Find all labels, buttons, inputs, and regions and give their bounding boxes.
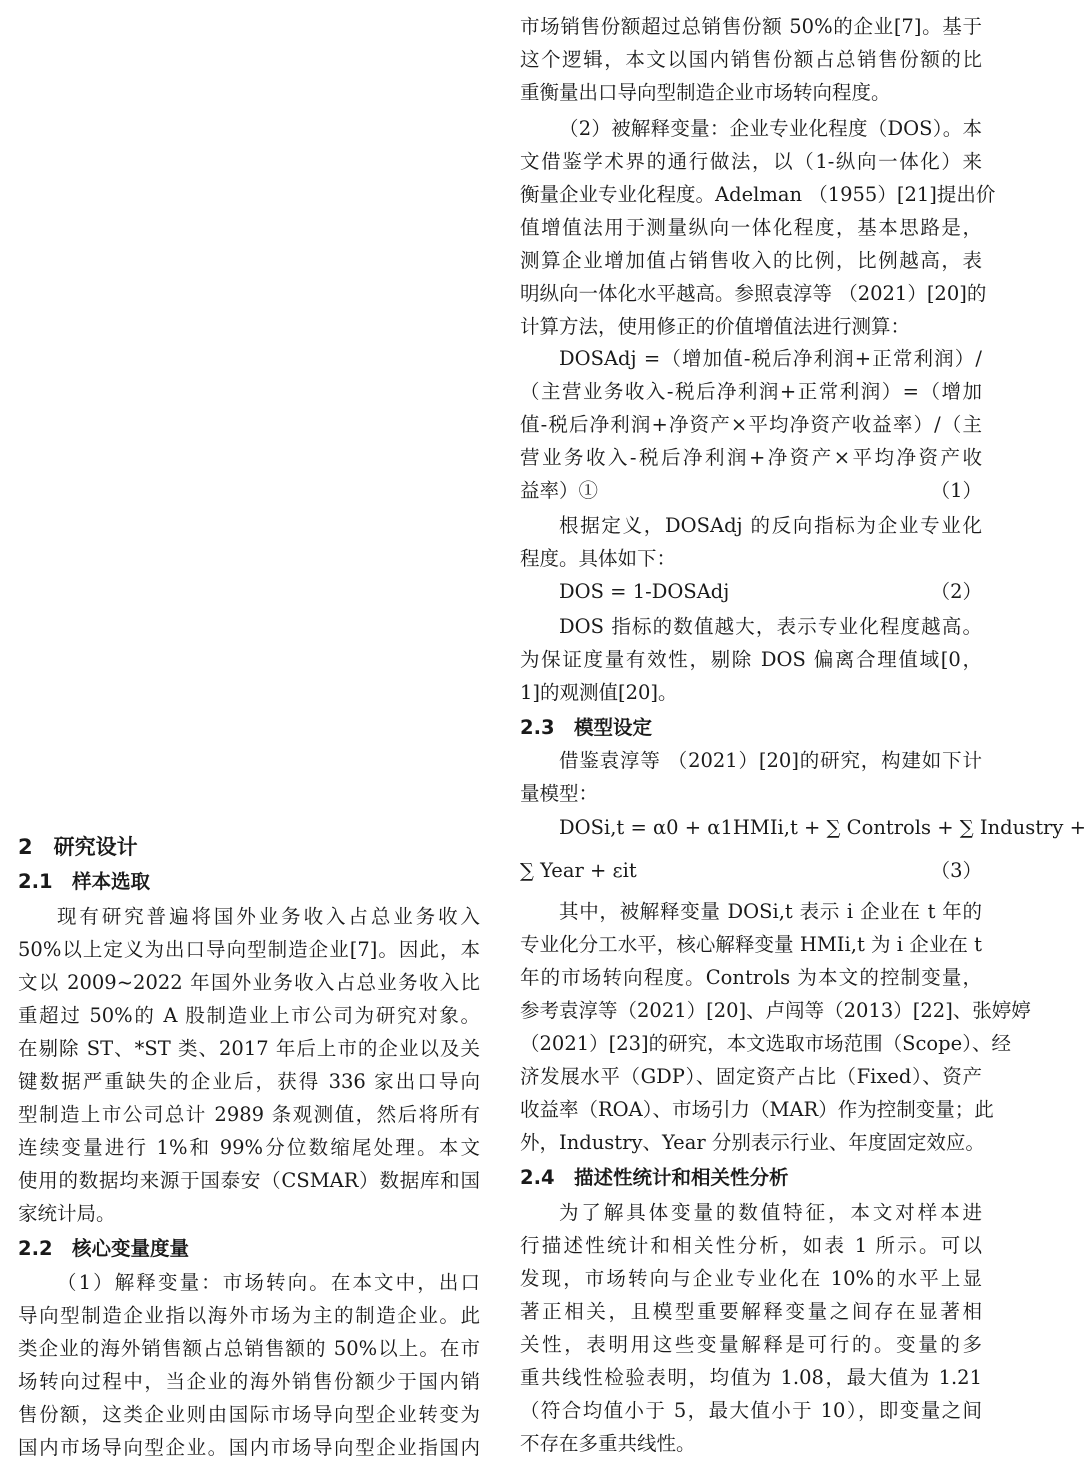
line-text: 济发展水平（GDP）、固定资产占比（Fixed）、资产: [520, 1065, 982, 1088]
text-line: [520, 1028, 1011, 1060]
text-line: [520, 1127, 985, 1159]
line-text: 专业化分工水平，核心解释变量 HMIi,t 为 i 企业在 t: [520, 933, 982, 956]
line-text: 国内市场导向型企业。国内市场导向型企业指国内: [18, 1436, 480, 1459]
line-text: 家统计局。: [18, 1202, 116, 1225]
line-text: 年的市场转向程度。Controls 为本文的控制变量，: [520, 966, 982, 989]
line-text: （2）被解释变量：企业专业化程度（DOS）。本: [559, 117, 982, 140]
line-text: 重共线性检验表明，均值为 1.08，最大值为 1.21: [520, 1366, 982, 1389]
line-text: 文以 2009~2022 年国外业务收入占总业务收入比: [18, 971, 480, 994]
text-line: [18, 1267, 480, 1299]
text-line: [18, 1366, 480, 1398]
line-text: 量模型：: [520, 782, 599, 805]
text-line: [520, 543, 982, 575]
section-heading: [18, 866, 480, 898]
text-line: [520, 442, 982, 474]
line-text: 导向型制造企业指以海外市场为主的制造企业。此: [18, 1304, 480, 1327]
text-line: [520, 245, 982, 277]
text-line: [520, 1296, 982, 1328]
line-text: 借鉴袁淳等 （2021）[20]的研究，构建如下计: [559, 749, 982, 772]
text-line: [520, 77, 982, 109]
text-line: [520, 611, 982, 643]
text-line: [520, 745, 982, 777]
text-line: [520, 44, 982, 76]
text-line: [18, 1099, 480, 1131]
line-text: 营业务收入-税后净利润+净资产×平均净资产收: [520, 446, 982, 469]
line-text: 程度。具体如下：: [520, 547, 677, 570]
section-heading: [18, 831, 480, 863]
text-line: [520, 1329, 982, 1361]
text-line: [520, 855, 982, 887]
line-text: 为了解具体变量的数值特征，本文对样本进: [559, 1201, 982, 1224]
text-line: [520, 212, 982, 244]
line-text: 外，Industry、Year 分别表示行业、年度固定效应。: [520, 1131, 985, 1154]
equation-number: （3）: [930, 859, 982, 882]
line-text: 为保证度量有效性，剔除 DOS 偏离合理值域[0，: [520, 648, 982, 671]
line-text: 行描述性统计和相关性分析，如表 1 所示。可以: [520, 1234, 982, 1257]
line-text: （主营业务收入-税后净利润+正常利润）=（增加: [520, 380, 982, 403]
line-text: （1）解释变量：市场转向。在本文中，出口: [57, 1271, 480, 1294]
text-line: [18, 901, 480, 933]
line-text: 值增值法用于测量纵向一体化程度，基本思路是，: [520, 216, 982, 239]
line-text: DOSAdj =（增加值-税后净利润+正常利润）/: [559, 347, 982, 370]
section-heading: [18, 1233, 480, 1265]
text-line: [520, 995, 1031, 1027]
line-text: 使用的数据均来源于国泰安（CSMAR）数据库和国: [18, 1169, 480, 1192]
text-line: [520, 179, 996, 211]
text-line: [520, 1061, 982, 1093]
line-text: 重衡量出口导向型制造企业市场转向程度。: [520, 81, 891, 104]
line-text: 衡量企业专业化程度。Adelman （1955）[21]提出价: [520, 183, 996, 206]
text-line: [520, 1428, 982, 1460]
line-text: 1]的观测值[20]。: [520, 681, 678, 704]
line-text: 键数据严重缺失的企业后，获得 336 家出口导向: [18, 1070, 480, 1093]
text-line: [520, 113, 982, 145]
line-text: 这个逻辑，本文以国内销售份额占总销售份额的比: [520, 48, 982, 71]
text-line: [18, 1066, 480, 1098]
text-line: [520, 1362, 982, 1394]
text-line: [520, 311, 982, 343]
line-text: （符合均值小于 5，最大值小于 10），即变量之间: [520, 1399, 982, 1422]
line-text: 根据定义，DOSAdj 的反向指标为企业专业化: [559, 514, 982, 537]
text-line: [520, 576, 982, 608]
line-text: DOSi,t = α0 + α1HMIi,t + ∑ Controls + ∑ Industry +: [559, 816, 1086, 839]
text-line: [520, 778, 982, 810]
text-line: [520, 343, 982, 375]
line-text: 连续变量进行 1%和 99%分位数缩尾处理。本文: [18, 1136, 480, 1159]
text-line: [520, 475, 982, 507]
line-text: 参考袁淳等（2021）[20]、卢闯等（2013）[22]、张婷婷: [520, 999, 1031, 1022]
text-line: [520, 1094, 994, 1126]
line-text: 发现，市场转向与企业专业化在 10%的水平上显: [520, 1267, 982, 1290]
text-line: [18, 1000, 480, 1032]
text-line: [520, 146, 982, 178]
line-text: 重超过 50%的 A 股制造业上市公司为研究对象。: [18, 1004, 480, 1027]
text-line: [520, 962, 982, 994]
text-line: [18, 1300, 480, 1332]
line-text: 益率）①: [520, 479, 599, 502]
line-text: 50%以上定义为出口导向型制造企业[7]。因此，本: [18, 938, 480, 961]
line-text: ∑ Year + εit: [520, 859, 637, 882]
line-text: 售份额，这类企业则由国际市场导向型企业转变为: [18, 1403, 480, 1426]
text-line: [18, 1132, 480, 1164]
text-line: [520, 1197, 982, 1229]
text-line: [18, 1399, 480, 1431]
section-heading: [520, 712, 982, 744]
line-text: 型制造上市公司总计 2989 条观测值，然后将所有: [18, 1103, 480, 1126]
text-line: [520, 409, 982, 441]
line-text: 值-税后净利润+净资产×平均净资产收益率）/（主: [520, 413, 982, 436]
line-text: 文借鉴学术界的通行做法，以（1-纵向一体化）来: [520, 150, 982, 173]
line-text: 在剔除 ST、*ST 类、2017 年后上市的企业以及关: [18, 1037, 480, 1060]
line-text: 收益率（ROA）、市场引力（MAR）作为控制变量；此: [520, 1098, 994, 1121]
line-text: 2 研究设计: [18, 835, 138, 859]
text-line: [520, 1230, 982, 1262]
section-heading: [520, 1162, 982, 1194]
line-text: 著正相关，且模型重要解释变量之间存在显著相: [520, 1300, 982, 1323]
line-text: 不存在多重共线性。: [520, 1432, 696, 1455]
line-text: 场转向过程中，当企业的海外销售份额少于国内销: [18, 1370, 480, 1393]
text-line: [520, 376, 982, 408]
line-text: 2.3 模型设定: [520, 716, 653, 739]
line-text: 测算企业增加值占销售收入的比例，比例越高，表: [520, 249, 982, 272]
text-line: [18, 1033, 480, 1065]
line-text: DOS = 1-DOSAdj: [559, 580, 730, 603]
line-text: 现有研究普遍将国外业务收入占总业务收入: [57, 905, 480, 928]
line-text: DOS 指标的数值越大，表示专业化程度越高。: [559, 615, 982, 638]
line-text: 明纵向一体化水平越高。参照袁淳等 （2021）[20]的: [520, 282, 987, 305]
text-line: [520, 11, 982, 43]
line-text: 2.1 样本选取: [18, 870, 151, 893]
text-line: [520, 677, 982, 709]
equation-number: （1）: [930, 479, 982, 502]
text-line: [18, 1333, 480, 1365]
text-line: [18, 1432, 480, 1464]
line-text: 市场销售份额超过总销售份额 50%的企业[7]。基于: [520, 15, 982, 38]
text-line: [18, 1165, 480, 1197]
line-text: （2021）[23]的研究，本文选取市场范围（Scope）、经: [520, 1032, 1011, 1055]
line-text: 类企业的海外销售额占总销售额的 50%以上。在市: [18, 1337, 480, 1360]
line-text: 2.4 描述性统计和相关性分析: [520, 1166, 789, 1189]
text-line: [520, 644, 982, 676]
line-text: 关性，表明用这些变量解释是可行的。变量的多: [520, 1333, 982, 1356]
text-line: [520, 278, 987, 310]
text-line: [520, 1395, 982, 1427]
text-line: [520, 510, 982, 542]
equation-number: （2）: [930, 580, 982, 603]
text-line: [18, 934, 480, 966]
text-line: [18, 967, 480, 999]
line-text: 2.2 核心变量度量: [18, 1237, 190, 1260]
line-text: 计算方法，使用修正的价值增值法进行测算：: [520, 315, 911, 338]
text-line: [520, 1263, 982, 1295]
text-line: [520, 929, 982, 961]
line-text: 其中，被解释变量 DOSi,t 表示 i 企业在 t 年的: [559, 900, 982, 923]
text-line: [520, 896, 982, 928]
text-line: [18, 1198, 480, 1230]
text-line: [520, 812, 1086, 844]
